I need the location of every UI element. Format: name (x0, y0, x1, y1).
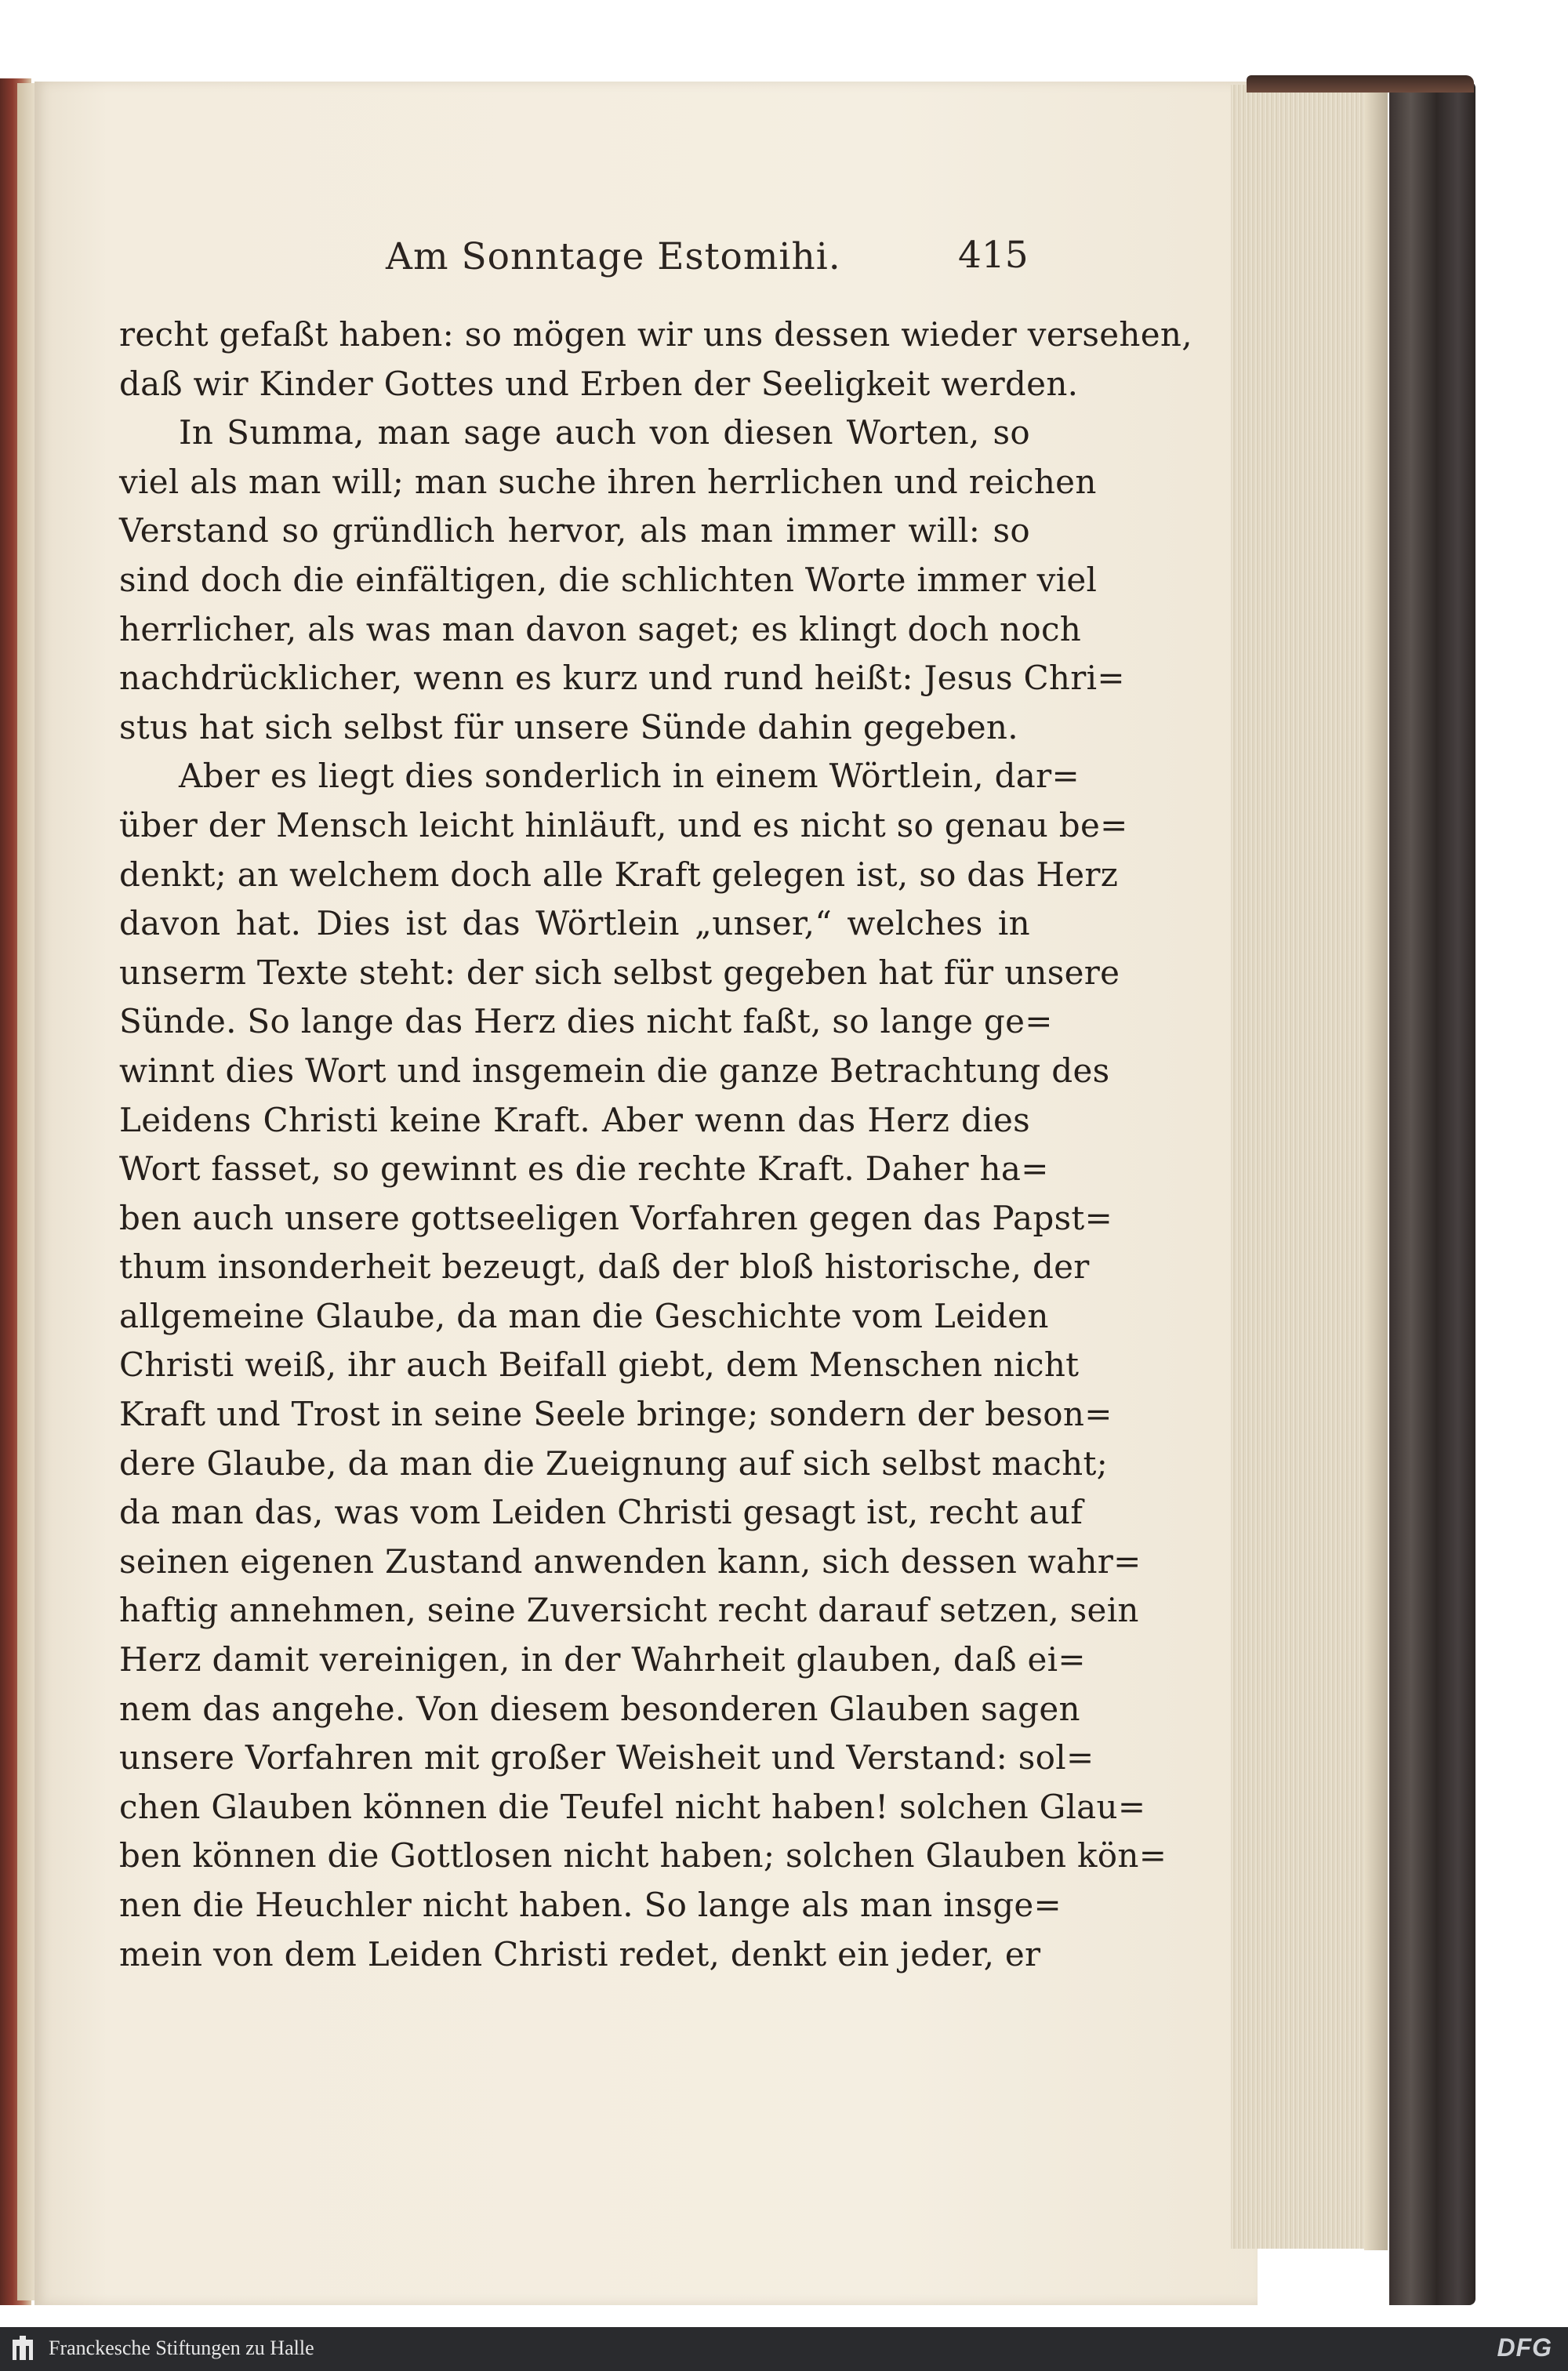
footer-institution: Franckesche Stiftungen zu Halle (49, 2337, 314, 2359)
text-line: Sünde. So lange das Herz dies nicht faßt, so lange ge= (119, 1002, 1053, 1041)
text-line: In Summa, man sage auch von diesen Worten, so (179, 413, 1030, 452)
text-line: sind doch die einfältigen, die schlichten Worte immer viel (119, 560, 1098, 599)
page-stack-shade (1364, 86, 1388, 2250)
body-text (119, 310, 1192, 1979)
text-line: ben können die Gottlosen nicht haben; solchen Glauben kön= (119, 1836, 1167, 1875)
right-book-cover (1389, 82, 1475, 2305)
dfg-logo: DFG (1497, 2333, 1552, 2362)
text-line: chen Glauben können die Teufel nicht haben! solchen Glau= (119, 1787, 1146, 1826)
text-line: da man das, was vom Leiden Christi gesagt ist, recht auf (119, 1493, 1083, 1532)
text-line: Herz damit vereinigen, in der Wahrheit glauben, daß ei= (119, 1640, 1086, 1679)
text-line: unserm Texte steht: der sich selbst gegeben hat für unsere (119, 953, 1120, 992)
text-line: daß wir Kinder Gottes und Erben der Seeligkeit werden. (119, 364, 1079, 403)
footer-bar (0, 2327, 1568, 2371)
page-stack-edge (1231, 85, 1380, 2249)
text-line: Wort fasset, so gewinnt es die rechte Kraft. Daher ha= (119, 1149, 1049, 1189)
text-line: Christi weiß, ihr auch Beifall giebt, dem Menschen nicht (119, 1345, 1080, 1385)
text-line: nachdrücklicher, wenn es kurz und rund heißt: Jesus Chri= (119, 659, 1125, 698)
text-line: Verstand so gründlich hervor, als man immer will: so (119, 511, 1030, 550)
text-line: herrlicher, als was man davon saget; es klingt doch noch (119, 609, 1082, 648)
text-line: mein von dem Leiden Christi redet, denkt ein jeder, er (119, 1934, 1041, 1973)
text-line: winnt dies Wort und insgemein die ganze Betrachtung des (119, 1051, 1110, 1090)
text-line: thum insonderheit bezeugt, daß der bloß historische, der (119, 1247, 1090, 1287)
text-line: viel als man will; man suche ihren herrlichen und reichen (119, 462, 1097, 501)
text-line: Kraft und Trost in seine Seele bringe; sondern der beson= (119, 1395, 1112, 1434)
text-line: über der Mensch leicht hinläuft, und es nicht so genau be= (119, 805, 1128, 844)
text-line: haftig annehmen, seine Zuversicht recht darauf setzen, sein (119, 1591, 1139, 1630)
text-line: seinen eigenen Zustand anwenden kann, sich dessen wahr= (119, 1541, 1142, 1581)
text-line: nen die Heuchler nicht haben. So lange als man insge= (119, 1886, 1062, 1924)
text-line: stus hat sich selbst für unsere Sünde dahin gegeben. (119, 707, 1018, 746)
text-line: Aber es liegt dies sonderlich in einem Wörtlein, dar= (179, 757, 1080, 796)
text-line: ben auch unsere gottseeligen Vorfahren gegen das Papst= (119, 1198, 1113, 1237)
running-head: Am Sonntage Estomihi. (386, 235, 841, 278)
text-line: recht gefaßt haben: so mögen wir uns dessen wieder versehen, (119, 315, 1192, 354)
text-line: dere Glaube, da man die Zueignung auf sich selbst macht; (119, 1443, 1109, 1483)
text-line: Leidens Christi keine Kraft. Aber wenn das Herz dies (119, 1100, 1030, 1139)
page-number: 415 (958, 234, 1029, 277)
text-line: unsere Vorfahren mit großer Weisheit und Verstand: sol= (119, 1738, 1094, 1777)
cover-top-edge (1247, 75, 1474, 93)
institution-logo-icon (11, 2335, 34, 2363)
text-line: allgemeine Glaube, da man die Geschichte vom Leiden (119, 1296, 1049, 1335)
text-line: davon hat. Dies ist das Wörtlein „unser,“ welches in (119, 904, 1030, 943)
text-line: denkt; an welchem doch alle Kraft gelegen ist, so das Herz (119, 855, 1119, 894)
text-line: nem das angehe. Von diesem besonderen Glauben sagen (119, 1689, 1080, 1728)
